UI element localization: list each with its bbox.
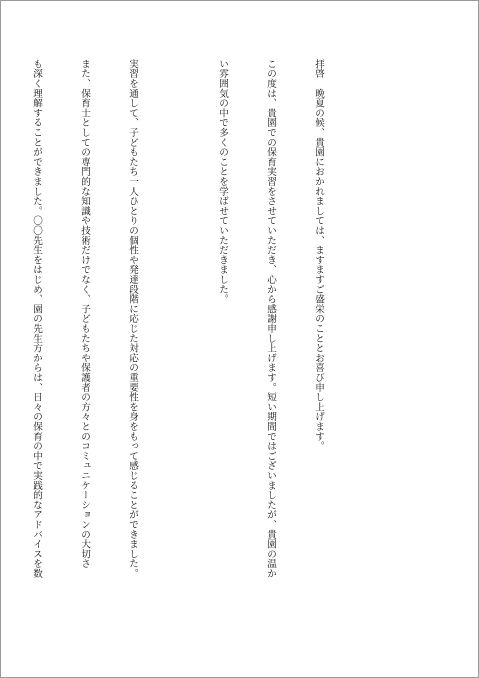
letter-line: 実習を通して、子どもたち一人ひとりの個性や発達段階に応じた対応の重要性を身をもって感じることができました。	[127, 59, 138, 579]
letter-line: また、保育士としての専門的な知識や技術だけでなく、子どもたちや保護者の方々とのコミュニケーションの大切さ	[79, 59, 90, 569]
letter-line: 拝啓 晩夏の候、貴園におかれましては、ますますご盛栄のこととお喜び申し上げます。	[313, 59, 324, 451]
paragraph-greeting	[182, 59, 358, 639]
letter-line: い雰囲気の中で多くのことを学ばせていただきました。	[217, 59, 228, 304]
letter-line: も深く理解することができました。〇〇先生をはじめ、園の先生方からは、日々の保育の中で実践的なアドバイスを数	[31, 59, 42, 579]
paragraph-spacer	[172, 59, 182, 639]
letter-body	[0, 59, 358, 639]
paragraph-learning	[0, 59, 172, 639]
letter-line: この度は、貴園での保育実習をさせていただき、心から感謝申し上げます。短い期間ではございましたが、貴園の温か	[265, 59, 276, 579]
